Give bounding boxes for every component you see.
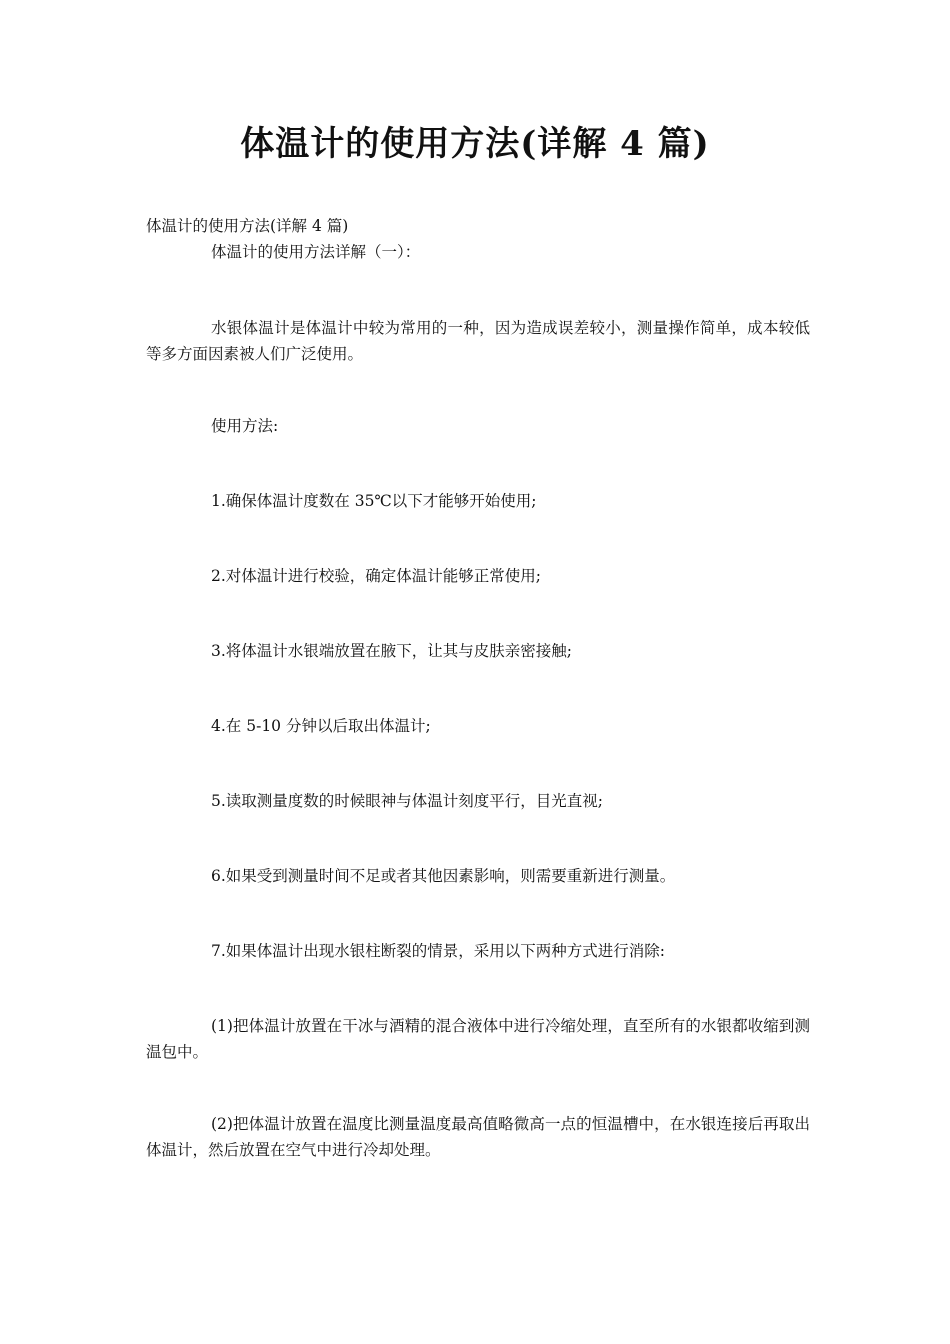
step-6: 6.如果受到测量时间不足或者其他因素影响，则需要重新进行测量。 (211, 867, 676, 885)
document-subtitle: 体温计的使用方法(详解 4 篇) (146, 217, 349, 235)
step-4: 4.在 5-10 分钟以后取出体温计; (211, 717, 431, 735)
step-1: 1.确保体温计度数在 35℃以下才能够开始使用; (211, 492, 537, 510)
intro-paragraph: 水银体温计是体温计中较为常用的一种，因为造成误差较小，测量操作简单，成本较低等多方面因素被人们广泛使用。 (146, 319, 810, 363)
section-heading: 体温计的使用方法详解（一）： (211, 243, 421, 261)
remedy-1: (1)把体温计放置在干冰与酒精的混合液体中进行冷缩处理，直至所有的水银都收缩到测温包中。 (146, 1017, 810, 1061)
method-label: 使用方法: (211, 417, 279, 435)
remedy-2: (2)把体温计放置在温度比测量温度最高值略微高一点的恒温槽中，在水银连接后再取出体温计，然后放置在空气中进行冷却处理。 (146, 1115, 810, 1159)
step-5: 5.读取测量度数的时候眼神与体温计刻度平行，目光直视; (211, 792, 604, 810)
step-7: 7.如果体温计出现水银柱断裂的情景，采用以下两种方式进行消除: (211, 942, 666, 960)
step-3: 3.将体温计水银端放置在腋下，让其与皮肤亲密接触; (211, 642, 573, 660)
document-title: 体温计的使用方法(详解 4 篇) (240, 124, 710, 164)
step-2: 2.对体温计进行校验，确定体温计能够正常使用; (211, 567, 542, 585)
